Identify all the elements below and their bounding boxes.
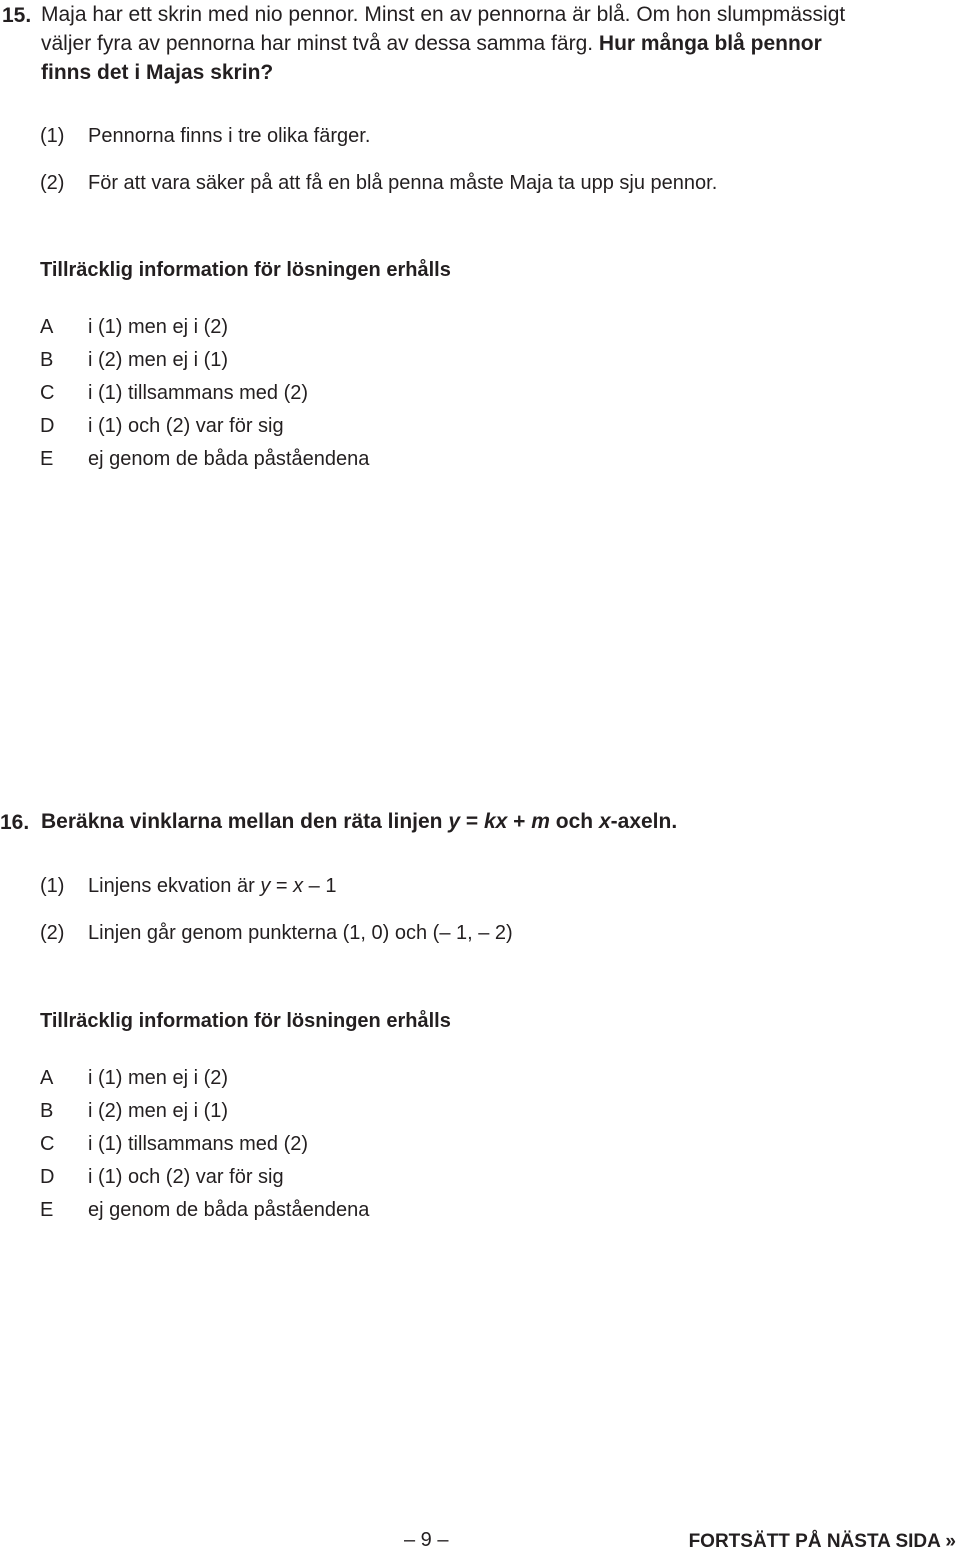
continue-next-page: FORTSÄTT PÅ NÄSTA SIDA » — [688, 1531, 956, 1552]
statement-1-text: Linjens ekvation är y = x – 1 — [88, 875, 337, 897]
option-e-text: ej genom de båda påståendena — [88, 448, 370, 470]
statement-2-number: (2) — [40, 922, 65, 944]
option-e-letter: E — [40, 1199, 54, 1221]
statement-1-number: (1) — [40, 125, 65, 147]
option-d-text: i (1) och (2) var för sig — [88, 1166, 284, 1188]
option-b-letter: B — [40, 1100, 54, 1122]
question-number: 15. — [2, 4, 32, 27]
option-c-text: i (1) tillsammans med (2) — [88, 1133, 309, 1155]
option-a-text: i (1) men ej i (2) — [88, 316, 229, 338]
statement-2-text: För att vara säker på att få en blå penna måste Maja ta upp sju pennor. — [88, 172, 718, 194]
option-c-text: i (1) tillsammans med (2) — [88, 382, 309, 404]
option-b-text: i (2) men ej i (1) — [88, 1100, 229, 1122]
option-c-letter: C — [40, 382, 55, 404]
question-prompt: Beräkna vinklarna mellan den räta linjen y = kx + m och x-axeln. — [41, 810, 678, 833]
double-chevron-right-icon: » — [945, 1531, 956, 1552]
option-a-text: i (1) men ej i (2) — [88, 1067, 229, 1089]
answer-heading: Tillräcklig information för lösningen erhålls — [40, 259, 451, 281]
option-e-letter: E — [40, 448, 54, 470]
option-b-letter: B — [40, 349, 54, 371]
option-d-letter: D — [40, 415, 55, 437]
option-d-letter: D — [40, 1166, 55, 1188]
option-a-letter: A — [40, 316, 54, 338]
question-text-line-2: väljer fyra av pennorna har minst två av dessa samma färg. Hur många blå pennor — [41, 32, 822, 55]
question-prompt-line-3: finns det i Majas skrin? — [41, 61, 274, 84]
option-a-letter: A — [40, 1067, 54, 1089]
statement-1-text: Pennorna finns i tre olika färger. — [88, 125, 371, 147]
page-number: – 9 – — [404, 1529, 449, 1551]
option-b-text: i (2) men ej i (1) — [88, 349, 229, 371]
statement-1-number: (1) — [40, 875, 65, 897]
answer-heading: Tillräcklig information för lösningen erhålls — [40, 1010, 451, 1032]
option-c-letter: C — [40, 1133, 55, 1155]
option-e-text: ej genom de båda påståendena — [88, 1199, 370, 1221]
statement-2-text: Linjen går genom punkterna (1, 0) och (– 1, – 2) — [88, 922, 513, 944]
option-d-text: i (1) och (2) var för sig — [88, 415, 284, 437]
question-text-line-1: Maja har ett skrin med nio pennor. Minst en av pennorna är blå. Om hon slumpmässigt — [41, 3, 846, 26]
question-number: 16. — [0, 811, 30, 834]
statement-2-number: (2) — [40, 172, 65, 194]
question-prompt: Hur många blå pennor — [598, 32, 822, 55]
